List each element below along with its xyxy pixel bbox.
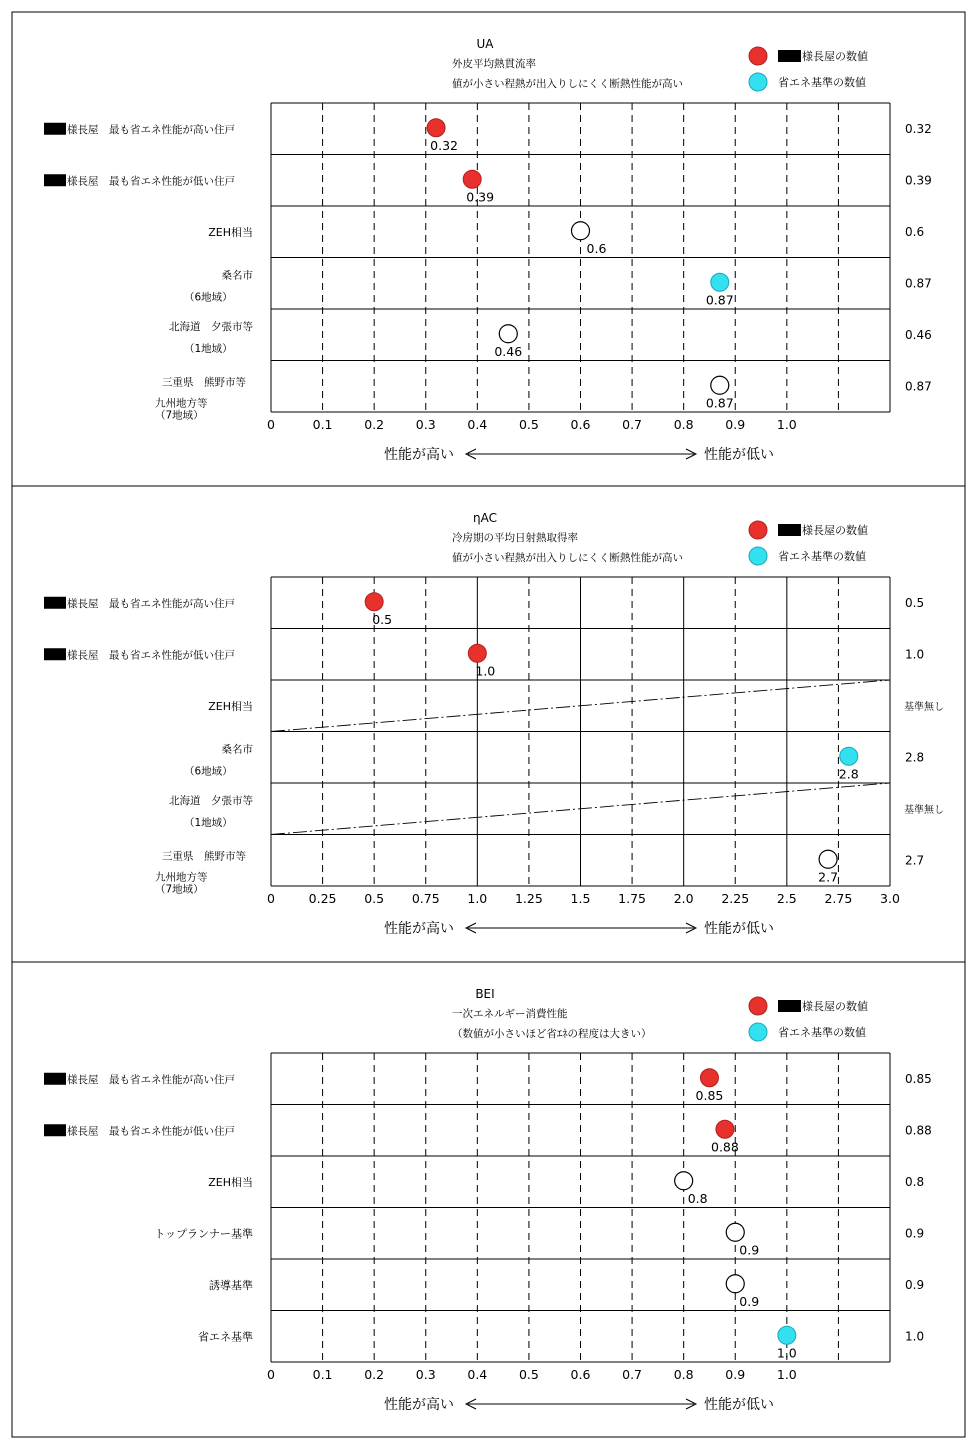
x-tick-label: 0.9 <box>725 1367 746 1382</box>
row-label: 様長屋 最も省エネ性能が低い住戸 <box>67 649 235 662</box>
axis-caption-right: 性能が低い <box>704 921 774 937</box>
data-label: 0.8 <box>687 1190 708 1206</box>
label-redaction-box <box>44 174 66 186</box>
legend-red-marker <box>749 997 767 1015</box>
row-label: 九州地方等 <box>155 871 208 884</box>
x-tick-label: 0.4 <box>467 417 488 432</box>
row-right-value: 0.87 <box>905 276 932 291</box>
x-tick-label: 1.0 <box>467 891 488 906</box>
row-label: 様長屋 最も省エネ性能が低い住戸 <box>67 175 235 188</box>
data-point-red <box>700 1069 718 1087</box>
data-point-cyan <box>711 273 729 291</box>
data-label: 2.7 <box>818 869 839 885</box>
row-right-value: 0.46 <box>905 327 932 342</box>
data-point-cyan <box>778 1326 796 1344</box>
data-label: 2.8 <box>838 766 859 782</box>
row-label: （1地域） <box>184 342 233 355</box>
row-right-value: 1.0 <box>905 1329 925 1344</box>
row-right-value: 0.6 <box>905 224 925 239</box>
row-right-value: 基準無し <box>904 701 944 713</box>
x-tick-label: 1.75 <box>618 891 647 906</box>
row-right-value: 0.39 <box>905 173 932 188</box>
data-point-hollow <box>726 1223 744 1241</box>
row-label: ZEH相当 <box>208 225 253 239</box>
row-label: （6地域） <box>184 765 233 778</box>
x-tick-label: 2.25 <box>721 891 750 906</box>
data-point-hollow <box>819 850 837 868</box>
row-label: 北海道 夕張市等 <box>169 320 253 333</box>
x-tick-label: 0.9 <box>725 417 746 432</box>
data-label: 0.9 <box>739 1293 760 1309</box>
row-right-value: 0.85 <box>905 1071 932 1086</box>
row-right-value: 1.0 <box>905 647 925 662</box>
x-tick-label: 0.3 <box>415 1367 436 1382</box>
row-label: 北海道 夕張市等 <box>169 794 253 807</box>
x-tick-label: 0.1 <box>312 1367 333 1382</box>
chart-title: ηAC <box>473 511 497 525</box>
x-tick-label: 0 <box>267 1367 275 1382</box>
chart-subtitle: 冷房期の平均日射熱取得率 <box>452 532 578 544</box>
row-label: ZEH相当 <box>208 699 253 713</box>
x-tick-label: 2.5 <box>776 891 797 906</box>
legend-cyan-label: 省エネ基準の数値 <box>778 550 866 563</box>
x-tick-label: 1.5 <box>570 891 591 906</box>
x-tick-label: 0.2 <box>364 1367 385 1382</box>
x-tick-label: 0.8 <box>673 417 694 432</box>
data-point-red <box>468 644 486 662</box>
data-label: 0.46 <box>494 343 523 359</box>
data-label: 1.0 <box>776 1345 797 1361</box>
legend-cyan-label: 省エネ基準の数値 <box>778 76 866 89</box>
chart-subtitle: 外皮平均熱貫流率 <box>452 58 536 70</box>
data-label: 1.0 <box>475 663 496 679</box>
row-label: 様長屋 最も省エネ性能が高い住戸 <box>67 597 235 610</box>
legend-red-label: 様長屋の数値 <box>802 50 868 63</box>
chart-panel-3 <box>12 962 965 1437</box>
row-right-value: 2.7 <box>905 853 925 868</box>
axis-caption-left: 性能が高い <box>384 921 454 937</box>
legend-cyan-marker <box>749 73 767 91</box>
data-point-red <box>365 593 383 611</box>
row-label: 三重県 熊野市等 <box>162 376 246 389</box>
x-tick-label: 1.0 <box>776 1367 797 1382</box>
x-tick-label: 0.75 <box>411 891 440 906</box>
legend-red-label: 様長屋の数値 <box>802 1000 868 1013</box>
data-point-hollow <box>726 1275 744 1293</box>
x-tick-label: 3.0 <box>880 891 900 906</box>
data-label: 0.87 <box>705 395 734 411</box>
x-tick-label: 0.4 <box>467 1367 488 1382</box>
row-right-value: 2.8 <box>905 750 925 765</box>
legend-cyan-marker <box>749 547 767 565</box>
axis-caption-right: 性能が低い <box>704 447 774 463</box>
row-label: （7地域） <box>155 883 204 896</box>
data-point-hollow <box>675 1172 693 1190</box>
row-label: 桑名市 <box>221 269 253 282</box>
row-label: （1地域） <box>184 816 233 829</box>
data-point-hollow <box>499 325 517 343</box>
row-label: 様長屋 最も省エネ性能が高い住戸 <box>67 1073 235 1086</box>
data-point-hollow <box>572 222 590 240</box>
legend-red-marker <box>749 521 767 539</box>
x-tick-label: 0.5 <box>364 891 385 906</box>
legend-cyan-label: 省エネ基準の数値 <box>778 1026 866 1039</box>
data-point-red <box>716 1120 734 1138</box>
data-label: 0.39 <box>466 189 495 205</box>
chart-subtitle-2: 値が小さい程熱が出入りしにくく断熱性能が高い <box>452 78 683 90</box>
row-label: 様長屋 最も省エネ性能が高い住戸 <box>67 123 235 136</box>
axis-caption-left: 性能が高い <box>384 1397 454 1413</box>
data-label: 0.5 <box>372 611 393 627</box>
x-tick-label: 0.7 <box>622 1367 643 1382</box>
chart-panel-2 <box>12 486 965 962</box>
row-right-value: 0.5 <box>905 595 925 610</box>
data-label: 0.85 <box>695 1087 724 1103</box>
legend-redaction-box <box>778 524 801 536</box>
row-right-value: 0.9 <box>905 1226 925 1241</box>
label-redaction-box <box>44 123 66 135</box>
row-label: トップランナー基準 <box>154 1227 253 1241</box>
x-tick-label: 0.7 <box>622 417 643 432</box>
data-point-red <box>463 170 481 188</box>
row-label: （6地域） <box>184 291 233 304</box>
x-tick-label: 1.25 <box>514 891 543 906</box>
legend-cyan-marker <box>749 1023 767 1041</box>
row-label: 三重県 熊野市等 <box>162 850 246 863</box>
chart-title: BEI <box>475 987 495 1001</box>
x-tick-label: 0.5 <box>518 1367 539 1382</box>
data-label: 0.32 <box>430 137 458 153</box>
legend-red-marker <box>749 47 767 65</box>
row-label: （7地域） <box>155 409 204 422</box>
x-tick-label: 0.5 <box>518 417 539 432</box>
x-tick-label: 0.25 <box>308 891 337 906</box>
x-tick-label: 0.1 <box>312 417 333 432</box>
data-point-red <box>427 119 445 137</box>
chart-panel-1 <box>12 12 965 486</box>
x-tick-label: 0 <box>267 417 275 432</box>
x-tick-label: 0.6 <box>570 1367 591 1382</box>
row-right-value: 0.88 <box>905 1123 932 1138</box>
chart-subtitle-2: 値が小さい程熱が出入りしにくく断熱性能が高い <box>452 552 683 564</box>
data-label: 0.88 <box>711 1139 739 1155</box>
row-right-value: 基準無し <box>904 804 944 816</box>
label-redaction-box <box>44 648 66 660</box>
row-label: 桑名市 <box>221 743 253 756</box>
chart-title: UA <box>476 37 494 51</box>
row-right-value: 0.8 <box>905 1174 925 1189</box>
row-right-value: 0.87 <box>905 379 932 394</box>
data-label: 0.9 <box>739 1242 760 1258</box>
data-point-hollow <box>711 376 729 394</box>
row-right-value: 0.9 <box>905 1277 925 1292</box>
x-tick-label: 2.75 <box>824 891 853 906</box>
chart-subtitle: 一次エネルギー消費性能 <box>452 1008 568 1020</box>
x-tick-label: 0.6 <box>570 417 591 432</box>
label-redaction-box <box>44 597 66 609</box>
x-tick-label: 2.0 <box>673 891 694 906</box>
legend-redaction-box <box>778 50 801 62</box>
label-redaction-box <box>44 1073 66 1085</box>
axis-caption-right: 性能が低い <box>704 1397 774 1413</box>
x-tick-label: 0.3 <box>415 417 436 432</box>
row-right-value: 0.32 <box>905 121 932 136</box>
data-label: 0.87 <box>705 292 734 308</box>
legend-red-label: 様長屋の数値 <box>802 524 868 537</box>
x-tick-label: 0.2 <box>364 417 385 432</box>
x-tick-label: 0.8 <box>673 1367 694 1382</box>
row-label: ZEH相当 <box>208 1175 253 1189</box>
x-tick-label: 0 <box>267 891 275 906</box>
row-label: 省エネ基準 <box>198 1330 253 1344</box>
x-tick-label: 1.0 <box>776 417 797 432</box>
data-label: 0.6 <box>586 240 607 256</box>
row-label: 様長屋 最も省エネ性能が低い住戸 <box>67 1125 235 1138</box>
row-label: 九州地方等 <box>155 397 208 410</box>
label-redaction-box <box>44 1124 66 1136</box>
row-label: 誘導基準 <box>209 1278 253 1292</box>
axis-caption-left: 性能が高い <box>384 447 454 463</box>
data-point-cyan <box>840 747 858 765</box>
legend-redaction-box <box>778 1000 801 1012</box>
chart-subtitle-2: （数値が小さいほど省ｴﾈの程度は大きい） <box>452 1028 652 1040</box>
